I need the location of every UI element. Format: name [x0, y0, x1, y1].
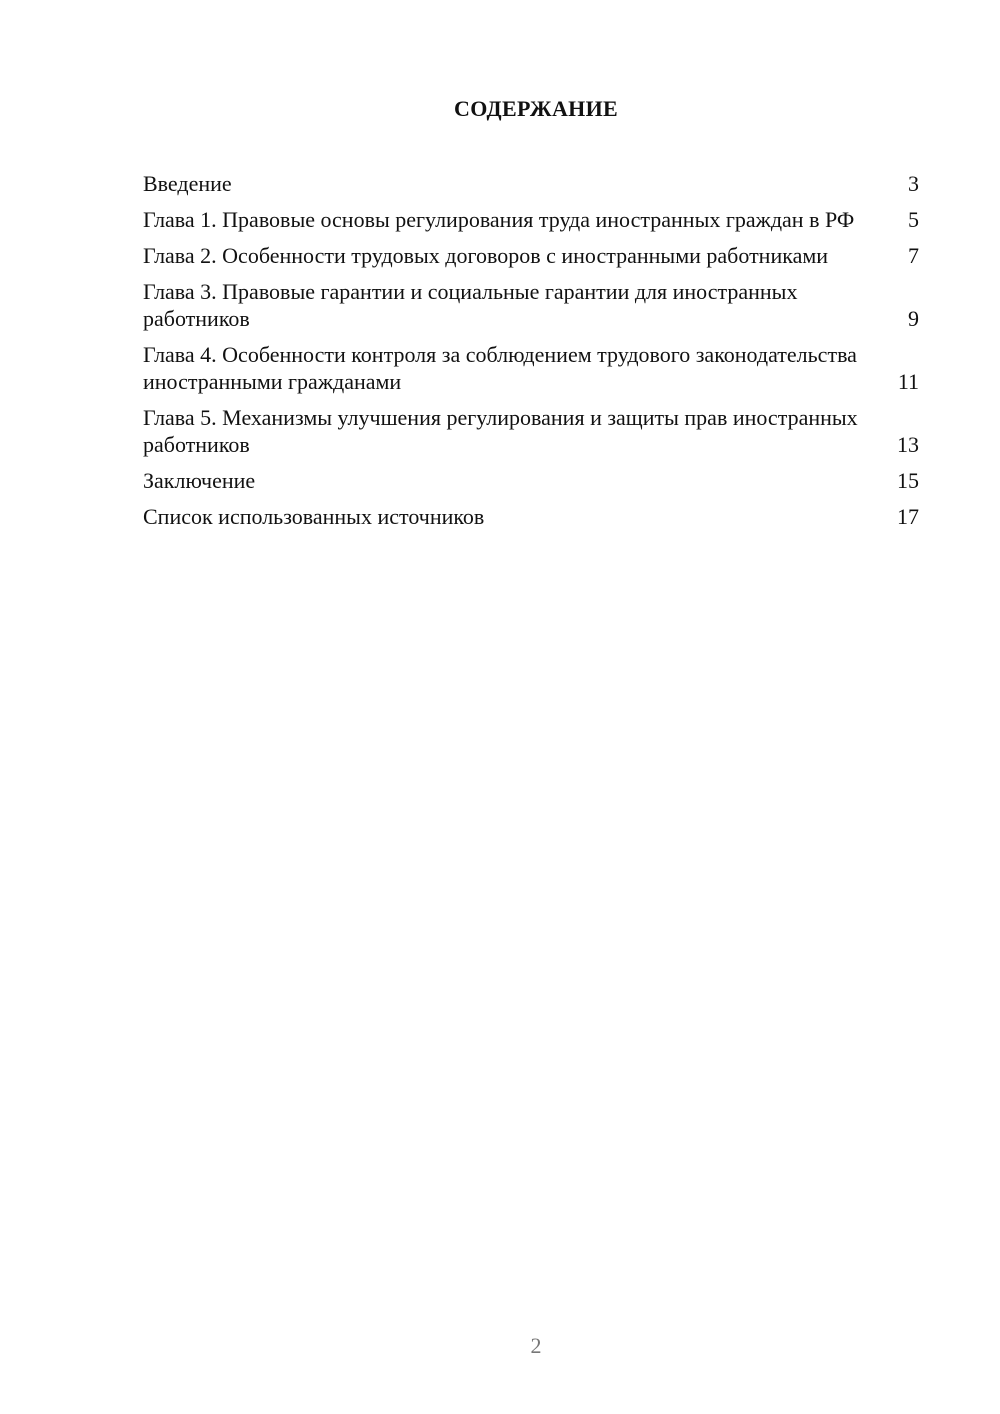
toc-entry-page: 11	[897, 369, 919, 394]
toc-entry-chapter-3	[143, 278, 919, 332]
table-of-contents	[143, 170, 919, 539]
toc-entry-label: Заключение	[143, 468, 256, 493]
toc-entry-label: Глава 4. Особенности контроля за соблюдением трудового законодательства иностранными гражданами	[143, 342, 857, 394]
toc-entry-chapter-1	[143, 206, 919, 233]
toc-entry-label: Глава 3. Правовые гарантии и социальные гарантии для иностранных работников	[143, 279, 798, 331]
toc-entry-page: 17	[897, 504, 919, 529]
toc-entry-label: Введение	[143, 171, 232, 196]
toc-entry-introduction	[143, 170, 919, 197]
toc-entry-page: 3	[908, 171, 919, 196]
toc-entry-chapter-5	[143, 404, 919, 458]
page-number: 2	[530, 1333, 542, 1358]
toc-entry-label: Список использованных источников	[143, 504, 485, 529]
toc-entry-page: 7	[908, 243, 919, 268]
toc-entry-label: Глава 5. Механизмы улучшения регулирования и защиты прав иностранных работников	[143, 405, 858, 457]
toc-entry-page: 9	[908, 306, 919, 331]
toc-entry-label: Глава 2. Особенности трудовых договоров с иностранными работниками	[143, 243, 829, 268]
toc-entry-conclusion	[143, 467, 919, 494]
toc-entry-page: 5	[908, 207, 919, 232]
page-title: СОДЕРЖАНИЕ	[454, 96, 618, 121]
toc-entry-label: Глава 1. Правовые основы регулирования труда иностранных граждан в РФ	[143, 207, 855, 232]
toc-entry-chapter-4	[143, 341, 919, 395]
toc-entry-page: 15	[897, 468, 919, 493]
toc-entry-chapter-2	[143, 242, 919, 269]
toc-entry-page: 13	[897, 432, 919, 457]
toc-entry-references	[143, 503, 919, 530]
